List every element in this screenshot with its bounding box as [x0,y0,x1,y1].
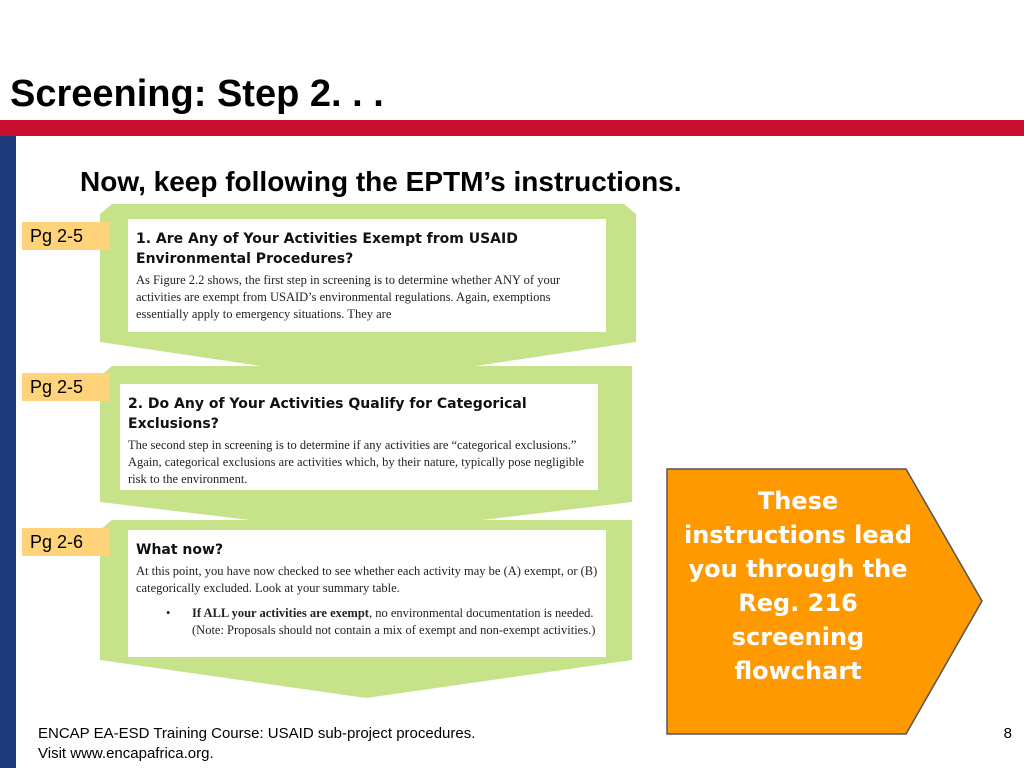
step-3-bullet [136,605,598,639]
step-1-page-tag: Pg 2-5 [22,222,110,250]
step-1-body: As Figure 2.2 shows, the first step in screening is to determine whether ANY of your activities are exempt from USAID’s environmental regulations. Again, exemptions essentially apply to emergency situations. They are [136,273,561,321]
step-3-heading: What now? [136,542,224,558]
bullet-dot-icon: • [166,606,171,620]
step-2-heading: 2. Do Any of Your Activities Qualify for Categorical Exclusions? [128,396,527,432]
slide-subtitle: Now, keep following the EPTM’s instructions. [80,166,682,197]
footer-course: ENCAP EA-ESD Training Course: USAID sub-project procedures. [38,725,476,742]
left-accent-bar [0,136,16,768]
step-2-body: The second step in screening is to determine if any activities are “categorical exclusions.” Again, categorical exclusions are activities which, by their nature, typically pose negligible risk to the environment. [128,438,585,486]
footer [38,724,475,764]
page-number: 8 [1003,725,1012,742]
step-1-excerpt [128,219,606,332]
step-2-page-tag: Pg 2-5 [22,373,110,401]
step-3-bullet-text: , no environmental documentation is needed. (Note: Proposals should not contain a mix of exempt and non-exempt activities.) [192,606,596,637]
step-2-excerpt [120,384,598,490]
step-3-excerpt [128,530,606,657]
slide-title: Screening: Step 2. . . [10,73,384,115]
callout-text: These instructions lead you through the Reg. 216 screening flowchart [683,487,912,685]
title-divider-bar [0,120,1024,136]
step-3-page-tag: Pg 2-6 [22,528,110,556]
step-3-body: At this point, you have now checked to see whether each activity may be (A) exempt, or (B) categorically excluded. Look at your summary table. [136,564,598,595]
step-1-heading: 1. Are Any of Your Activities Exempt from USAID Environmental Procedures? [136,231,518,267]
footer-website[interactable]: Visit www.encapafrica.org. [38,745,214,762]
step-3-bullet-bold: If ALL your activities are exempt [192,606,369,620]
